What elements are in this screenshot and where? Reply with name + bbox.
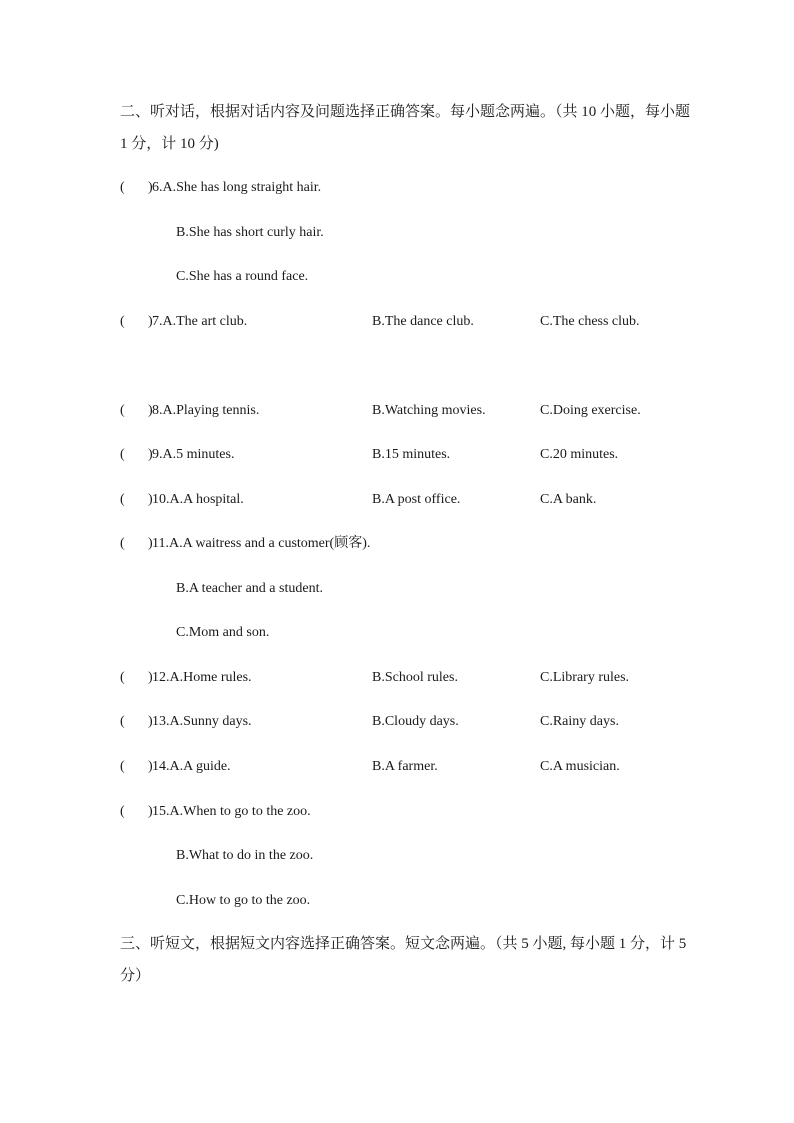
option-c: C.20 minutes. <box>540 447 619 462</box>
option-b: B.A teacher and a student. <box>176 581 323 596</box>
option-c: C.Doing exercise. <box>540 403 641 418</box>
option-a: A.A waitress and a customer(顾客). <box>168 536 371 551</box>
question-number: 15 <box>152 804 166 819</box>
question-number: 7 <box>152 314 159 329</box>
option-a: A.A hospital. <box>169 492 244 507</box>
option-b: B.15 minutes. <box>372 447 451 462</box>
question-number: 12 <box>152 670 166 685</box>
question-number: 11 <box>152 536 166 551</box>
question-number: 9 <box>152 447 159 462</box>
question-number: 13 <box>152 714 166 729</box>
option-b: B.She has short curly hair. <box>176 225 324 240</box>
option-a: A.Sunny days. <box>169 714 252 729</box>
option-b: B.A post office. <box>372 492 461 507</box>
option-c: C.Mom and son. <box>176 625 270 640</box>
option-b: B.What to do in the zoo. <box>176 848 314 863</box>
option-a: A.A guide. <box>169 759 231 774</box>
section-2-heading: 二、听对话，根据对话内容及问题选择正确答案。每小题念两遍。（共 10 小题，每小题 1 分，计 10 分) <box>120 104 691 152</box>
question-number: 6 <box>152 180 159 195</box>
exam-page: 二、听对话，根据对话内容及问题选择正确答案。每小题念两遍。（共 10 小题，每小题 1 分，计 10 分) ( ) 6.A.She has long straight hair. B.She has short curly hair. C.She has a round face. ( ) 7.A.The art club. B.The dance club. C.The chess club. ( ) 8.A.Playing tennis. B.Watching movies. C.Doing exercise. ( ) 9.A.5 minutes. B.15 minutes. C.20 minutes. ( ) 10.A.A hospital. B.A post office. C.A bank. ( ) 11.A.A waitress and a customer(顾客). B.A teacher and a student. C.Mom and son. ( ) 12.A.Home rules. B.School rules. C.Library rules. ( ) 13.A.Sunny days. B.Cloudy days. C.Rainy days. ( ) 14.A.A guide. B.A farmer. C.A musician. ( ) 15.A.When to go to the zoo. B.What to do in the zoo. C.How to go to the zoo. 三、听短文，根据短文内容选择正确答案。短文念两遍。（共 5 小题, 每小题 1 分，计 5 分） <box>0 0 794 1123</box>
option-c: C.She has a round face. <box>176 269 309 284</box>
option-a: A.Playing tennis. <box>162 403 260 418</box>
option-c: C.The chess club. <box>540 314 640 329</box>
option-b: B.Watching movies. <box>372 403 486 418</box>
option-b: B.A farmer. <box>372 759 438 774</box>
option-b: B.Cloudy days. <box>372 714 459 729</box>
option-a: A.She has long straight hair. <box>162 180 322 195</box>
option-a: A.5 minutes. <box>162 447 235 462</box>
section-3-heading: 三、听短文，根据短文内容选择正确答案。短文念两遍。（共 5 小题, 每小题 1 分，计 5 分） <box>120 936 687 984</box>
question-number: 8 <box>152 403 159 418</box>
option-a: A.When to go to the zoo. <box>169 804 311 819</box>
option-a: A.Home rules. <box>169 670 252 685</box>
option-c: C.A bank. <box>540 492 597 507</box>
option-c: C.A musician. <box>540 759 620 774</box>
question-number: 14 <box>152 759 166 774</box>
option-c: C.Rainy days. <box>540 714 619 729</box>
option-c: C.How to go to the zoo. <box>176 893 311 908</box>
option-c: C.Library rules. <box>540 670 630 685</box>
question-number: 10 <box>152 492 166 507</box>
option-b: B.School rules. <box>372 670 458 685</box>
option-b: B.The dance club. <box>372 314 474 329</box>
option-a: A.The art club. <box>162 314 248 329</box>
